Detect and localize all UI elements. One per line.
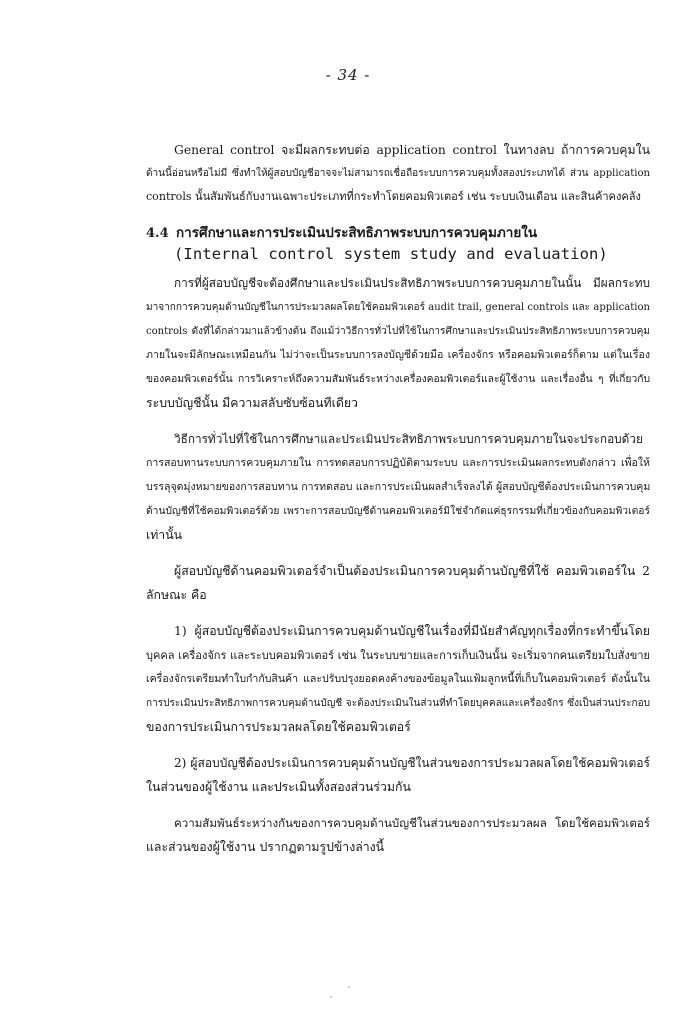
paragraph-line: 1) ผู้สอบบัญชีต้องประเมินการควบคุมด้านบัญชีในเรื่องที่มีนัยสำคัญทุกเรื่องที่กระทำขึ้นโดย xyxy=(174,624,650,638)
section-subtitle: (Internal control system study and evaluation) xyxy=(174,245,608,263)
paragraph-line: ลักษณะ คือ xyxy=(146,588,207,602)
paragraph-line: บุคคล เครื่องจักร และระบบคอมพิวเตอร์ เช่น ในระบบขายและการเก็บเงินนั้น จะเริ่มจากคนเตรียมใบสั่งขาย xyxy=(146,649,650,662)
paragraph-line: วิธีการทั่วไปที่ใช้ในการศึกษาและประเมินประสิทธิภาพระบบการควบคุมภายในจะประกอบด้วย xyxy=(174,432,643,446)
paragraph-line: ภายในจะมีลักษณะเหมือนกัน ไม่ว่าจะเป็นระบบการลงบัญชีด้วยมือ เครื่องจักร หรือคอมพิวเตอร์ก็ตาม แต่ในเรื่อง xyxy=(146,349,650,361)
paragraph-line: ด้านนี้อ่อนหรือไม่มี ซึ่งทำให้ผู้สอบบัญชีอาจจะไม่สามารถเชื่อถือระบบการควบคุมทั้งสองประเภทได้ ส่วน application xyxy=(146,168,650,179)
paragraph-line: controls นั้นสัมพันธ์กับงานเฉพาะประเภทที่กระทำโดยคอมพิวเตอร์ เช่น ระบบเงินเดือน และสินค้าคงคลัง xyxy=(146,190,641,203)
scan-speck xyxy=(348,986,350,988)
paragraph-line: มาจากการควบคุมด้านบัญชีในการประมวลผลโดยใช้คอมพิวเตอร์ audit trail, general controls และ application xyxy=(146,302,650,313)
paragraph-line: และส่วนของผู้ใช้งาน ปรากฏตามรูปข้างล่างนี้ xyxy=(146,840,385,854)
paragraph-line: ระบบบัญชีนั้น มีความสลับซับซ้อนทีเดียว xyxy=(146,396,358,410)
paragraph-line: ความสัมพันธ์ระหว่างกันของการควบคุมด้านบัญชีในส่วนของการประมวลผล โดยใช้คอมพิวเตอร์ xyxy=(174,816,650,830)
paragraph-line: การที่ผู้สอบบัญชีจะต้องศึกษาและประเมินประสิทธิภาพระบบการควบคุมภายในนั้น มีผลกระทบ xyxy=(174,276,650,290)
paragraph-line: ด้านบัญชีที่ใช้คอมพิวเตอร์ด้วย เพราะการสอบบัญชีด้านคอมพิวเตอร์มิใช่จำกัดแค่ธุรกรรมที่เกี่ยวข้องกับคอมพิวเตอร์ xyxy=(146,505,650,517)
page-number: - 34 - xyxy=(325,66,371,84)
paragraph-line: บรรลุจุดมุ่งหมายของการสอบทาน การทดสอบ และการประเมินผลสำเร็จลงได้ ผู้สอบบัญชีต้องประเมินการควบคุม xyxy=(146,481,651,493)
paragraph-line: ผู้สอบบัญชีด้านคอมพิวเตอร์จำเป็นต้องประเมินการควบคุมด้านบัญชีที่ใช้ คอมพิวเตอร์ใน 2 xyxy=(174,564,650,578)
paragraph-line: การประเมินประสิทธิภาพการควบคุมด้านบัญชี จะต้องประเมินในส่วนที่ทำโดยบุคคลและเครื่องจักร ซึ่งเป็นส่วนประกอบ xyxy=(146,698,650,709)
paragraph-line: General control จะมีผลกระทบต่อ application control ในทางลบ ถ้าการควบคุมใน xyxy=(174,143,650,157)
paragraph-line: การสอบทานระบบการควบคุมภายใน การทดสอบการปฏิบัติตามระบบ และการประเมินผลกระทบดังกล่าว เพื่อให้ xyxy=(146,457,650,469)
paragraph-line: เครื่องจักรเตรียมทำใบกำกับสินค้า และปรับปรุงยอดคงค้างของข้อมูลในแฟ้มลูกหนี้ที่เก็บในคอมพิวเตอร์ ดังนั้นใน xyxy=(146,673,650,685)
paragraph-line: เท่านั้น xyxy=(146,528,183,542)
scan-speck xyxy=(330,996,332,998)
section-title: การศึกษาและการประเมินประสิทธิภาพระบบการควบคุมภายใน xyxy=(176,225,538,241)
paragraph-line: ของคอมพิวเตอร์นั้น การวิเคราะห์ถึงความสัมพันธ์ระหว่างเครื่องคอมพิวเตอร์และผู้ใช้งาน และเรื่องอื่น ๆ ที่เกี่ยวกับ xyxy=(146,373,650,385)
paragraph-line: ของการประเมินการประมวลผลโดยใช้คอมพิวเตอร์ xyxy=(146,720,411,734)
paragraph-line: 2) ผู้สอบบัญชีต้องประเมินการควบคุมด้านบัญชีในส่วนของการประมวลผลโดยใช้คอมพิวเตอร์ xyxy=(174,756,650,770)
section-number: 4.4 xyxy=(146,226,169,241)
paragraph-line: ในส่วนของผู้ใช้งาน และประเมินทั้งสองส่วนร่วมกัน xyxy=(146,780,411,794)
paragraph-line: controls ดังที่ได้กล่าวมาแล้วข้างต้น ถึงแม้ว่าวิธีการทั่วไปที่ใช้ในการศึกษาและประเมินประสิทธิภาพระบบการควบคุม xyxy=(146,326,650,337)
